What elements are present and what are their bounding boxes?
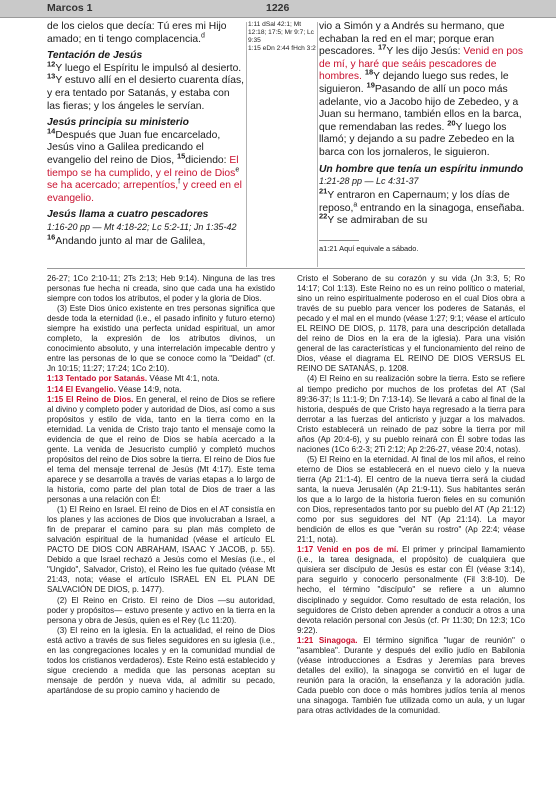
study-note-entry [297,636,525,716]
study-note-text: (5) El Reino en la eternidad. Al final de los mil años, el reino eterno de Dios se establecerá en el nuevo cielo y la nueva tierra (Ap 21:1-4). El centro de la nueva tierra será la ciudad santa, la nueva Jerusalén (Ap 21:9-11). Sus habitantes serán los que a lo largo de la historia fueron fieles en su comunión con Dios, representados tanto por su pueblo del AT (Ap 21:12) como por sus seguidores del NT (Ap 21:14). La mayor bendición de ellos es que "verán su rostro" (Ap 22:4; véase 21:1, nota). [297,454,525,545]
verse-11-continued: de los cielos que decía: Tú eres mi Hijo amado; en ti tengo complacencia.$^d$ [47,21,227,45]
column-divider [246,22,247,267]
verses-12-13: $^{12}$Y luego el Espíritu le impulsó al desierto. $^{13}$Y estuvo allí en el desierto cuarenta días, y era tentado por Satanás, y estaba con las fieras; y los ángeles le servían. [47,59,245,112]
study-note-text: Véase Mt 4:1, nota. [149,374,220,384]
verse-16: $^{16}$Andando junto al mar de Galilea, [47,232,206,247]
study-note-paragraph [297,455,525,545]
study-note-paragraph [47,596,275,626]
study-note-entry [297,545,525,635]
page-number: 1226 [266,2,290,14]
study-note-text: (3) Este Dios único existente en tres personas significa que desde toda la eternidad (i.e., el pasado infinito y futuro eterno) siempre ha existido una perfecta unidad espiritual, un amor completo, la expresión de los atributos divinos, un conocimiento absoluto, y una interrelación impecable dentro y entre las personas de lo que se conoce como la "Deidad" (cf. Jn 10:15; 11:27; 17:24; 1Co 2:10). [47,304,275,374]
section-heading-ministry: Jesús principia su ministerio [47,117,189,129]
verses-14-15: $^{14}$Después que Juan fue encarcelado, Jesús vino a Galilea predicando el evangelio del reino de Dios, $^{15}$diciendo: El tiempo se ha cumplido, y el reino de Dios$^e$ se ha acercado; arrepentíos,$^f$ y creed en el evangelio. [47,126,242,204]
footnote-rule [319,240,359,241]
section-heading-unclean-spirit: Un hombre que tenía un espíritu inmundo [319,163,524,175]
study-notes-left [47,274,275,696]
column-divider [317,22,318,267]
study-note-text: En general, el reino de Dios se refiere al divino y completo poder y autoridad de Dios, así como a sus propósitos y estilo de vida, tanto en la tierra como en la eternidad. La venida de Cristo trajo tanto el mensaje como la evidencia de que el reino de Dios se había acercado a la gente. La venida de Jesucristo cumplió y completó muchos propósitos del reino de Dios sobre la tierra. El reino de Dios fue el tema del mensaje terrenal de Jesús (Mt 4:17). Este tema aparece y se desarrolla a través de varias etapas a lo largo de la historia, como parte del plan total de Dios de traer a las personas a una relación con Él: [47,394,276,505]
study-note-text: El primer y principal llamamiento (i.e., la tarea designada, el propósito) de cualquiera que quisiera ser discípulo de Jesús es estar con Él (véase 3:14), para seguirlo y conocerlo personalmente (Fil 3:8-10). De hecho, el término "discípulo" se refiere a un alumno disciplinado y seguidor. Como resultado de esta relación, los seguidores de Cristo deben aprender a conducir a otros a una devota relación personal con Jesús (cf. Pr 11:30; Dn 12:3; 1Co 9:22). [297,545,526,635]
study-notes-right [297,274,525,716]
study-note-paragraph [47,304,275,374]
scripture-left-column [47,21,245,249]
study-note-text: (1) El Reino en Israel. El reino de Dios en el AT consistía en los planes y las acciones de Dios que involucraban a Israel, a fin de preparar el camino para su plan más completo de salvación espiritual de la humanidad (véase el artículo EL PACTO DE DIOS CON ABRAHAM, ISAAC Y JACOB, p. 55). Debido a que Israel rechazó a Jesús como el Mesías (i.e., el "Ungido", Salvador, Cristo), el Reino les fue quitado (véase Mt 21:43, nota; véase el artículo ISRAEL EN EL PLAN DE SALVACIÓN DE DIOS, p. 1477). [47,505,275,595]
study-note-heading: 1:14 El Evangelio. [47,384,116,394]
verses-16-20: vio a Simón y a Andrés su hermano, que echaban la red en el mar; porque eran pescadores. $^{17}$Y les dijo Jesús: Venid en pos de mí, y haré que seáis pescadores de hombres. $^{18}$Y dejando luego sus redes, le siguieron. $^{19}$Pasando de allí un poco más adelante, vio a Jacobo hijo de Zebedeo, y a Juan su hermano, también ellos en la barca, que remendaban las redes. $^{20}$Y luego los llamó; y dejando a su padre Zebedeo en la barca con los jornaleros, le siguieron. [319,21,523,158]
parallel-passages: 1:16-20 pp — Mt 4:18-22; Lc 5:2-11; Jn 1:35-42 [47,221,237,232]
study-note-paragraph [297,374,525,454]
study-note-text: 26-27; 1Co 2:10-11; 2Ts 2:13; Heb 9:14). Ninguna de las tres personas fue hecha ni creada, sino que cada una ha existido siempre con todos los atributos, el poder y la gloria de Dios. [47,274,275,304]
study-note-heading: 1:15 El Reino de Dios. [47,394,134,404]
study-note-heading: 1:21 Sinagoga. [297,635,358,645]
verses-21-22: $^{21}$Y entraron en Capernaum; y los días de reposo,$^a$ entrando en la sinagoga, enseñaba. $^{22}$Y se admiraban de su [319,186,525,227]
study-note-entry [47,395,275,506]
study-note-paragraph [47,626,275,696]
section-heading-temptation: Tentación de Jesús [47,50,143,62]
study-note-entry [47,374,275,384]
study-note-text: (2) El Reino en Cristo. El reino de Dios —su autoridad, poder y propósitos— estuvo presente y activo en la tierra en la persona y obra de Jesús, quien es el Rey (Lc 11:20). [47,595,275,625]
study-note-heading: 1:17 Venid en pos de mí. [297,545,399,555]
scripture-right-column [319,21,525,256]
study-note-paragraph [47,274,275,304]
study-notes-separator [47,268,525,269]
study-note-paragraph [47,505,275,595]
section-heading-fishermen: Jesús llama a cuatro pescadores [47,209,209,221]
study-note-text: (4) El Reino en su realización sobre la tierra. Esto se refiere al tiempo predicho por muchos de los profetas del AT (Sal 89:36-37; Is 11:1-9; Dn 7:13-14). Se llevará a cabo al final de la historia, después de que Cristo haya regresado a la tierra para derrotar a las fuerzas del anticristo y juzgar a los malvados. Cristo establecerá un reinado de paz sobre la tierra por mil años (Ap 20:4-6), y su pueblo reinará con Él sobre todas las naciones (1Co 6:2-3; 2Ti 2:12; Ap 2:26-27, véase 20:4, notas). [297,374,525,454]
page-header [0,0,556,18]
cross-reference-column [248,21,316,53]
study-note-paragraph [297,274,525,374]
study-note-entry [47,385,275,395]
study-note-text: Cristo el Soberano de su corazón y su vida (Jn 3:3, 5; Ro 14:17; Col 1:13). Este Reino no es un reino político o material, sino un reino espiritualmente poderoso en el cual Dios obra a través de su pueblo para vencer los poderes de Satanás, el pecado y el mal en el mundo (véase 1:27; 9:1; véase el artículo EL REINO DE DIOS, p. 1178, para una descripción detallada del reino de Dios en la era de la iglesia). Para una visión general de las características y el funcionamiento del reino de Dios, véase el diagrama EL REINO DE DIOS VERSUS EL REINO DE SATANÁS, p. 1208. [297,274,525,374]
book-chapter-label: Marcos 1 [47,2,93,14]
study-note-text: El término significa "lugar de reunión" o "asamblea". Durante y después del exilio judío en Babilonia (véase introducciones a Esdras y Jeremías para breves detalles del exilio), la sinagoga se convirtió en el lugar de reunión para la oración, la enseñanza y la adoración judía. Cada pueblo con doce o más hombres judíos tenía al menos una sinagoga. También fue utilizada como un aula, y un lugar para otras actividades de la comunidad. [297,635,526,716]
study-note-text: Véase 14:9, nota. [118,384,182,394]
crossref-entry: 1:11 dSal 42:1; Mt 12:18; 17:5; Mr 9:7; Lc 9:35 [248,21,314,44]
study-note-text: (3) El reino en la iglesia. En la actualidad, el reino de Dios está activo a través de sus fieles seguidores en su iglesia (i.e., en las congregaciones locales y en la comunidad mundial de todos los cristianos verdaderos). Este Reino está establecido y sigue creciendo a medida que las personas aceptan su mensaje de perdón y nueva vida, al admitir su pecado, apartándose de su propio camino y haciendo de [47,625,275,695]
footnote: a1:21 Aquí equivale a sábado. [319,243,419,253]
parallel-passages: 1:21-28 pp — Lc 4:31-37 [319,176,419,187]
crossref-entry: 1:15 eDn 2:44 fHch 3:2 [248,45,316,52]
study-note-heading: 1:13 Tentado por Satanás. [47,374,148,384]
